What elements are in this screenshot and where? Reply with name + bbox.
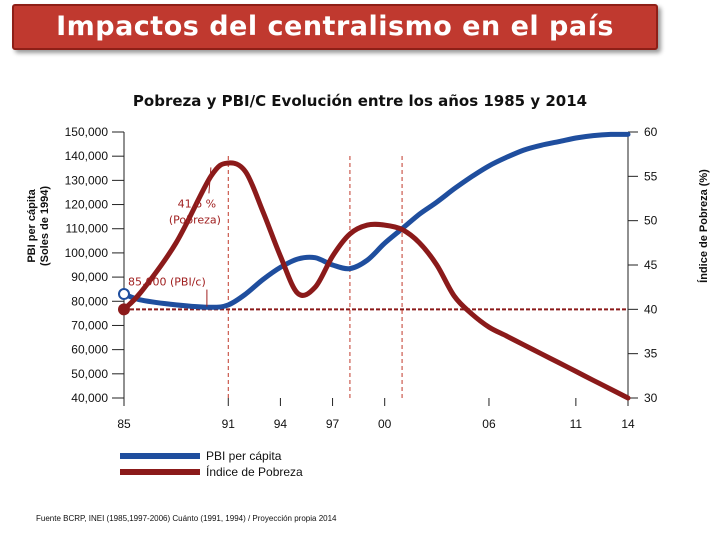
point-marker-pbi-start [119,289,129,299]
y-left-axis-title: PBI per cápita(Soles de 1994) [26,185,51,267]
y-left-tick-label: 60,000 [71,342,108,357]
y-right-tick-label: 55 [644,169,658,184]
y-left-tick-label: 100,000 [64,245,108,260]
annotation-poverty-value: 41.6 % [177,197,217,211]
y-right-tick-label: 30 [644,391,658,405]
annotation-pbi-value: 85,000 (PBI/c) [128,275,206,289]
y-right-tick-label: 40 [644,302,658,317]
y-left-tick-label: 140,000 [64,149,108,164]
x-tick-label: 06 [482,417,496,431]
annotation-poverty-label: (Pobreza) [168,213,221,227]
x-tick-label: 11 [569,417,583,431]
x-tick-label: 91 [221,417,235,431]
point-marker-pobreza-start [118,303,130,315]
x-tick-label: 94 [273,417,288,431]
x-tick-label: 00 [378,417,392,431]
y-left-tick-label: 150,000 [64,125,108,139]
y-left-tick-label: 130,000 [64,173,108,188]
slide-title: Impactos del centralismo en el país [56,11,614,42]
y-right-axis-title: Índice de Pobreza (%) [698,169,710,283]
y-right-tick-label: 45 [644,258,658,272]
source-note: Fuente BCRP, INEI (1985,1997-2006) Cuánto (1991, 1994) / Proyección propia 2014 [36,514,337,523]
y-left-tick-label: 110,000 [65,221,108,236]
y-left-tick-label: 50,000 [71,366,108,381]
y-left-tick-label: 120,000 [64,197,108,212]
y-right-tick-label: 50 [644,213,658,228]
chart-title: Pobreza y PBI/C Evolución entre los años 1985 y 2014 [132,92,588,110]
x-tick-label: 14 [621,417,635,431]
x-tick-label: 85 [117,417,131,431]
y-left-tick-label: 80,000 [71,294,108,309]
legend-label: PBI per cápita [206,449,282,463]
legend-label: Índice de Pobreza [206,465,303,479]
y-right-tick-label: 60 [644,125,658,139]
x-tick-label: 97 [325,417,340,431]
y-right-tick-label: 35 [644,346,658,361]
y-left-tick-label: 40,000 [71,391,108,405]
y-left-tick-label: 90,000 [71,270,108,285]
y-left-tick-label: 70,000 [71,318,108,333]
